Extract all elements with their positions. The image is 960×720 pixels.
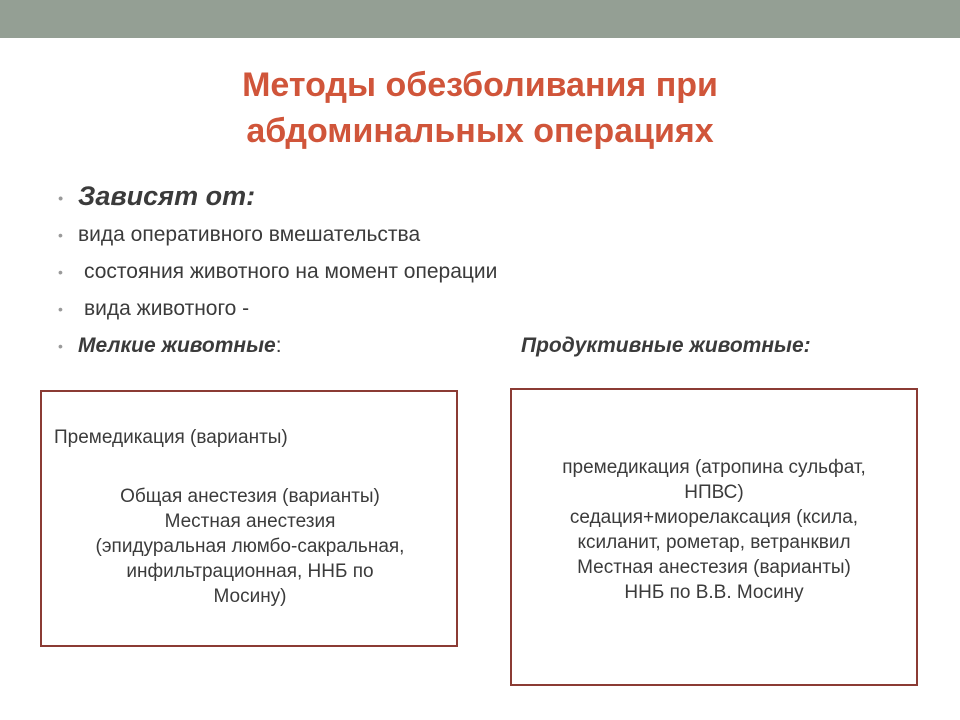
bullet-dot-icon: •: [58, 338, 63, 354]
bullet-header: [58, 176, 918, 218]
left-box-line: Местная анестезия: [164, 511, 336, 532]
left-box-line: Общая анестезия (варианты): [120, 486, 380, 507]
slide-title: [80, 62, 880, 154]
left-box-methods: [50, 484, 450, 609]
bullet-list: [58, 176, 918, 363]
productive-animals-box: [510, 388, 918, 686]
bullet-dot-icon: •: [58, 264, 63, 280]
left-box-line: (эпидуральная люмбо-сакральная,: [95, 536, 405, 557]
right-box-line: ННБ по В.В. Мосину: [624, 582, 804, 603]
bullet-item-text: вида животного -: [84, 297, 250, 320]
bullet-dot-icon: •: [58, 301, 63, 317]
bullet-item: [58, 292, 918, 329]
left-box-line: инфильтрационная, ННБ по: [126, 561, 374, 582]
slide-title-line-2: абдоминальных операциях: [246, 112, 714, 150]
top-decorative-bar: [0, 0, 960, 38]
category-small-colon: :: [275, 334, 282, 357]
slide-title-line-1: Методы обезболивания при: [242, 66, 718, 104]
right-box-line: ксиланит, рометар, ветранквил: [577, 532, 851, 553]
bullet-item-text: состояния животного на момент операции: [84, 260, 498, 283]
right-box-line: НПВС): [684, 482, 744, 503]
category-small-animals: Мелкие животные: [78, 334, 276, 357]
bullet-dot-icon: •: [58, 227, 63, 243]
right-box-line: седация+миорелаксация (ксила,: [569, 507, 859, 528]
bullet-header-text: Зависят от:: [78, 181, 256, 211]
right-box-methods: [518, 455, 910, 605]
bullet-item: [58, 255, 918, 292]
bullet-dot-icon: •: [58, 190, 63, 206]
small-animals-box: [40, 390, 458, 647]
left-box-premedication: Премедикация (варианты): [54, 427, 288, 448]
bullet-item: [58, 218, 918, 255]
right-box-line: Местная анестезия (варианты): [577, 557, 851, 578]
category-productive-animals: Продуктивные животные:: [521, 334, 811, 357]
bullet-categories: [58, 329, 918, 363]
bullet-item-text: вида оперативного вмешательства: [78, 223, 421, 246]
left-box-line: Мосину): [213, 586, 287, 607]
right-box-line: премедикация (атропина сульфат,: [562, 457, 866, 478]
